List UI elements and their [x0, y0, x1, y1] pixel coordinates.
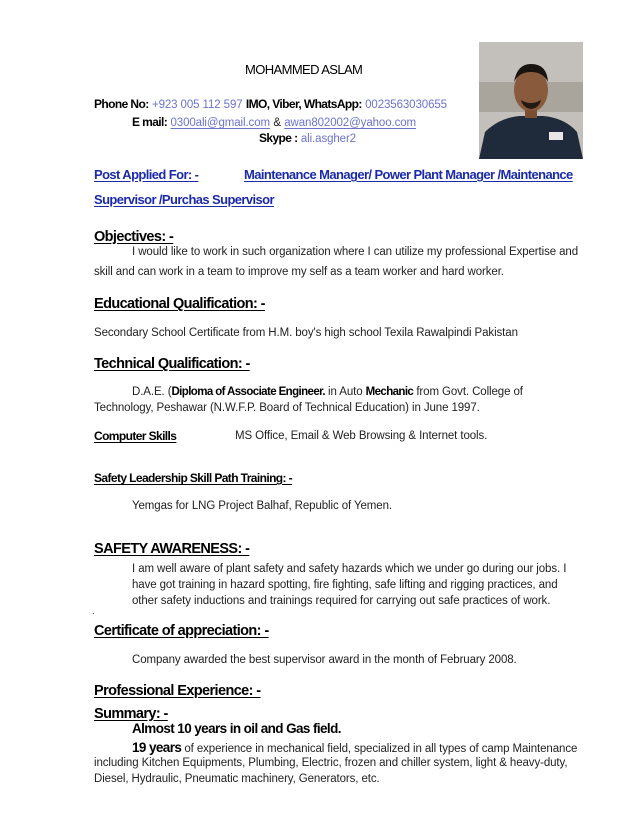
education-line1: Secondary School Certificate from H.M. boy's high school Texila Rawalpindi Pakistan	[94, 327, 518, 339]
stray-dot: .	[92, 606, 95, 616]
years-count: 19 years	[132, 740, 182, 755]
summary-line2-rest: of experience in mechanical field, specialized in all types of camp Maintenance	[181, 743, 578, 755]
phone-label: Phone No:	[94, 97, 149, 111]
summary-heading: Summary: -	[94, 706, 168, 722]
post-applied-value-line1: Maintenance Manager/ Power Plant Manager /Maintenance	[244, 167, 573, 182]
computer-skills-value: MS Office, Email & Web Browsing & Internet tools.	[235, 430, 488, 442]
technical-line1	[132, 386, 523, 398]
computer-skills-label: Computer Skills	[94, 429, 177, 443]
diploma-text: Diploma of Associate Engineer.	[171, 386, 325, 398]
technical-line2: Technology, Peshawar (N.W.F.P. Board of Technical Education) in June 1997.	[94, 402, 480, 414]
post-applied-value-line2: Supervisor /Purchas Supervisor	[94, 192, 274, 207]
technical-prefix: D.A.E. (	[132, 386, 172, 398]
technical-heading: Technical Qualification: -	[94, 356, 250, 372]
messaging-value: 0023563030655	[365, 99, 447, 111]
summary-line2	[132, 740, 577, 755]
education-heading: Educational Qualification: -	[94, 296, 265, 312]
post-applied-label: Post Applied For: -	[94, 167, 199, 182]
messaging-label: IMO, Viber, WhatsApp:	[245, 97, 362, 111]
safety-awareness-line3: other safety inductions and trainings required for carrying out safe practices of work.	[132, 595, 551, 607]
email-separator: &	[273, 117, 281, 129]
certificate-line1: Company awarded the best supervisor award in the month of February 2008.	[132, 654, 517, 666]
mechanic-text: Mechanic	[365, 386, 414, 398]
objectives-heading: Objectives: -	[94, 229, 174, 245]
certificate-heading: Certificate of appreciation: -	[94, 623, 269, 639]
objectives-line1: I would like to work in such organization where I can utilize my professional Expertise and	[132, 246, 579, 258]
candidate-name: MOHAMMED ASLAM	[245, 62, 363, 77]
experience-heading: Professional Experience: -	[94, 683, 261, 699]
profile-photo	[479, 42, 583, 159]
skype-label: Skype :	[259, 131, 298, 145]
email-link-2[interactable]: awan802002@yahoo.com	[284, 117, 417, 129]
safety-training-line1: Yemgas for LNG Project Balhaf, Republic of Yemen.	[132, 500, 392, 512]
phone-value: +923 005 112 597	[151, 99, 243, 111]
safety-awareness-heading: SAFETY AWARENESS: -	[94, 541, 250, 557]
person-silhouette-icon	[479, 42, 583, 159]
objectives-line2: skill and can work in a team to improve my self as a team worker and hard worker.	[94, 266, 504, 278]
email-line	[132, 115, 416, 129]
safety-awareness-line2: have got training in hazard spotting, fire fighting, safe lifting and rigging practices, and	[132, 579, 558, 591]
technical-mid: in Auto	[324, 386, 366, 398]
safety-training-heading: Safety Leadership Skill Path Training: -	[94, 471, 293, 485]
safety-awareness-line1: I am well aware of plant safety and safety hazards which we under go during our jobs. I	[132, 563, 567, 575]
skype-value: ali.asgher2	[300, 133, 357, 145]
summary-line3: including Kitchen Equipments, Plumbing, Electric, frozen and chiller system, light & heavy-duty,	[94, 757, 568, 769]
summary-line4: Diesel, Hydraulic, Pneumatic machinery, Generators, etc.	[94, 773, 380, 785]
summary-line1: Almost 10 years in oil and Gas field.	[132, 721, 341, 736]
email-label: E mail:	[132, 115, 168, 129]
phone-line	[94, 97, 447, 111]
skype-line	[259, 131, 356, 145]
email-link-1[interactable]: 0300ali@gmail.com	[170, 117, 270, 129]
technical-post: from Govt. College of	[413, 386, 523, 398]
